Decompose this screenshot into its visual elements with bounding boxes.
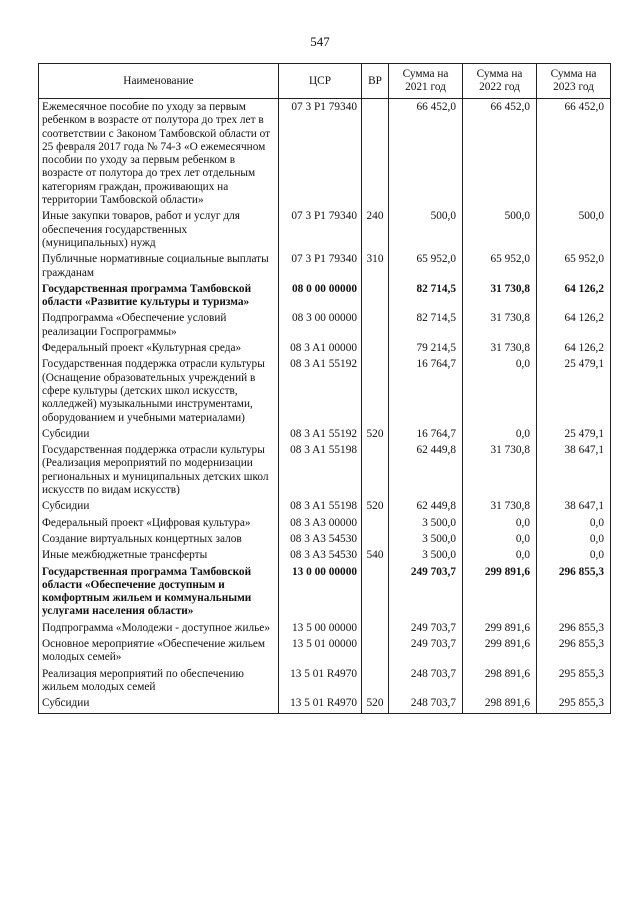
table-row: [39, 283, 611, 313]
cell-name: Федеральный проект «Цифровая культура»: [39, 517, 279, 533]
cell-csr: 08 3 A3 54530: [279, 533, 362, 549]
cell-name: Иные межбюджетные трансферты: [39, 549, 279, 565]
cell-csr: 08 3 A1 55198: [279, 500, 362, 516]
table-row: [39, 622, 611, 638]
cell-name: Подпрограмма «Обеспечение условий реализации Госпрограммы»: [39, 312, 279, 342]
cell-sum-2022: 298 891,6: [463, 668, 537, 698]
table-row: [39, 566, 611, 622]
cell-sum-2022: 31 730,8: [463, 500, 537, 516]
cell-name: Реализация мероприятий по обеспечению жильем молодых семей: [39, 668, 279, 698]
table-row: [39, 358, 611, 427]
cell-name: Субсидии: [39, 697, 279, 714]
cell-sum-2022: 65 952,0: [463, 253, 537, 283]
cell-vr: [362, 622, 389, 638]
cell-name: Государственная поддержка отрасли культуры (Реализация мероприятий по модернизации региональных и муниципальных детских школ искусств по видам искусств): [39, 444, 279, 500]
cell-csr: 08 3 A1 00000: [279, 342, 362, 358]
cell-vr: 310: [362, 253, 389, 283]
cell-sum-2023: 64 126,2: [537, 312, 611, 342]
cell-sum-2021: 65 952,0: [389, 253, 463, 283]
cell-name: Государственная программа Тамбовской области «Обеспечение доступным и комфортным жильем и коммунальными услугами населения области»: [39, 566, 279, 622]
cell-vr: [362, 668, 389, 698]
cell-sum-2022: 299 891,6: [463, 566, 537, 622]
cell-sum-2023: 0,0: [537, 549, 611, 565]
cell-name: Публичные нормативные социальные выплаты гражданам: [39, 253, 279, 283]
cell-name: Субсидии: [39, 428, 279, 444]
cell-vr: [362, 283, 389, 313]
cell-sum-2023: 295 855,3: [537, 697, 611, 714]
cell-vr: 520: [362, 500, 389, 516]
cell-sum-2022: 31 730,8: [463, 283, 537, 313]
cell-csr: 08 3 A1 55192: [279, 428, 362, 444]
cell-csr: 13 0 00 00000: [279, 566, 362, 622]
cell-csr: 13 5 01 R4970: [279, 668, 362, 698]
cell-vr: 520: [362, 697, 389, 714]
table-row: [39, 342, 611, 358]
cell-csr: 08 3 00 00000: [279, 312, 362, 342]
cell-csr: 08 3 A1 55192: [279, 358, 362, 427]
cell-vr: 240: [362, 210, 389, 253]
cell-sum-2023: 295 855,3: [537, 668, 611, 698]
cell-sum-2023: 38 647,1: [537, 444, 611, 500]
cell-sum-2023: 38 647,1: [537, 500, 611, 516]
table-row: [39, 549, 611, 565]
table-row: [39, 668, 611, 698]
cell-sum-2022: 0,0: [463, 428, 537, 444]
cell-sum-2023: 65 952,0: [537, 253, 611, 283]
cell-vr: [362, 99, 389, 211]
cell-sum-2021: 82 714,5: [389, 312, 463, 342]
cell-csr: 08 3 A1 55198: [279, 444, 362, 500]
cell-sum-2023: 296 855,3: [537, 566, 611, 622]
cell-sum-2022: 31 730,8: [463, 444, 537, 500]
cell-sum-2021: 16 764,7: [389, 428, 463, 444]
cell-sum-2021: 249 703,7: [389, 638, 463, 668]
table-row: [39, 312, 611, 342]
cell-name: Федеральный проект «Культурная среда»: [39, 342, 279, 358]
cell-sum-2023: 25 479,1: [537, 428, 611, 444]
cell-sum-2021: 82 714,5: [389, 283, 463, 313]
budget-table: [38, 63, 611, 714]
cell-csr: 08 3 A3 54530: [279, 549, 362, 565]
cell-name: Государственная поддержка отрасли культуры (Оснащение образовательных учреждений в сфере культуры (детских школ искусств, колледжей) музыкальными инструментами, оборудованием и учебными материалами): [39, 358, 279, 427]
cell-sum-2021: 500,0: [389, 210, 463, 253]
cell-sum-2021: 3 500,0: [389, 549, 463, 565]
cell-name: Субсидии: [39, 500, 279, 516]
cell-sum-2023: 66 452,0: [537, 99, 611, 211]
cell-vr: [362, 312, 389, 342]
cell-sum-2023: 64 126,2: [537, 342, 611, 358]
page-number: 547: [310, 34, 330, 49]
cell-name: Иные закупки товаров, работ и услуг для обеспечения государственных (муниципальных) нужд: [39, 210, 279, 253]
cell-sum-2021: 16 764,7: [389, 358, 463, 427]
header-sum-2023: Сумма на 2023 год: [537, 64, 611, 99]
table-header-row: [39, 64, 611, 99]
cell-csr: 07 3 P1 79340: [279, 253, 362, 283]
cell-sum-2021: 3 500,0: [389, 533, 463, 549]
cell-sum-2023: 296 855,3: [537, 622, 611, 638]
cell-sum-2022: 0,0: [463, 517, 537, 533]
cell-vr: [362, 358, 389, 427]
cell-name: Основное мероприятие «Обеспечение жильем молодых семей»: [39, 638, 279, 668]
header-vr: ВР: [362, 64, 389, 99]
cell-sum-2022: 0,0: [463, 549, 537, 565]
cell-sum-2022: 31 730,8: [463, 342, 537, 358]
table-row: [39, 517, 611, 533]
cell-name: Создание виртуальных концертных залов: [39, 533, 279, 549]
cell-sum-2023: 64 126,2: [537, 283, 611, 313]
cell-sum-2021: 66 452,0: [389, 99, 463, 211]
cell-name: Ежемесячное пособие по уходу за первым ребенком в возрасте от полутора до трех лет в соответствии с Законом Тамбовской области от 25 февраля 2017 года № 74-З «О ежемесячном пособии по уходу за первым ребенком в возрасте от полутора до трех лет отдельным категориям граждан, проживающих на территории Тамбовской области»: [39, 99, 279, 211]
cell-sum-2023: 500,0: [537, 210, 611, 253]
cell-sum-2021: 249 703,7: [389, 566, 463, 622]
table-row: [39, 99, 611, 211]
cell-sum-2022: 0,0: [463, 358, 537, 427]
cell-sum-2022: 298 891,6: [463, 697, 537, 714]
cell-csr: 13 5 01 R4970: [279, 697, 362, 714]
cell-sum-2022: 31 730,8: [463, 312, 537, 342]
cell-csr: 08 3 A3 00000: [279, 517, 362, 533]
table-row: [39, 500, 611, 516]
header-csr: ЦСР: [279, 64, 362, 99]
table-row: [39, 444, 611, 500]
cell-csr: 13 5 01 00000: [279, 638, 362, 668]
cell-sum-2021: 248 703,7: [389, 668, 463, 698]
cell-vr: [362, 342, 389, 358]
cell-name: Подпрограмма «Молодежи - доступное жилье»: [39, 622, 279, 638]
cell-sum-2023: 0,0: [537, 533, 611, 549]
cell-sum-2023: 25 479,1: [537, 358, 611, 427]
cell-csr: 07 3 P1 79340: [279, 99, 362, 211]
cell-csr: 13 5 00 00000: [279, 622, 362, 638]
cell-sum-2023: 0,0: [537, 517, 611, 533]
table-row: [39, 428, 611, 444]
header-sum-2021: Сумма на 2021 год: [389, 64, 463, 99]
cell-sum-2021: 62 449,8: [389, 500, 463, 516]
cell-name: Государственная программа Тамбовской области «Развитие культуры и туризма»: [39, 283, 279, 313]
cell-csr: 08 0 00 00000: [279, 283, 362, 313]
table-row: [39, 638, 611, 668]
cell-sum-2023: 296 855,3: [537, 638, 611, 668]
cell-sum-2021: 3 500,0: [389, 517, 463, 533]
header-name: Наименование: [39, 64, 279, 99]
cell-vr: [362, 533, 389, 549]
cell-sum-2022: 500,0: [463, 210, 537, 253]
cell-sum-2021: 62 449,8: [389, 444, 463, 500]
cell-sum-2021: 248 703,7: [389, 697, 463, 714]
cell-sum-2022: 0,0: [463, 533, 537, 549]
table-row: [39, 533, 611, 549]
table-row: [39, 253, 611, 283]
cell-vr: [362, 444, 389, 500]
cell-vr: 540: [362, 549, 389, 565]
cell-vr: [362, 517, 389, 533]
cell-sum-2022: 299 891,6: [463, 638, 537, 668]
cell-sum-2022: 299 891,6: [463, 622, 537, 638]
cell-sum-2021: 249 703,7: [389, 622, 463, 638]
header-sum-2022: Сумма на 2022 год: [463, 64, 537, 99]
cell-sum-2021: 79 214,5: [389, 342, 463, 358]
cell-vr: [362, 638, 389, 668]
table-row: [39, 697, 611, 714]
cell-vr: 520: [362, 428, 389, 444]
cell-vr: [362, 566, 389, 622]
cell-csr: 07 3 P1 79340: [279, 210, 362, 253]
table-row: [39, 210, 611, 253]
cell-sum-2022: 66 452,0: [463, 99, 537, 211]
